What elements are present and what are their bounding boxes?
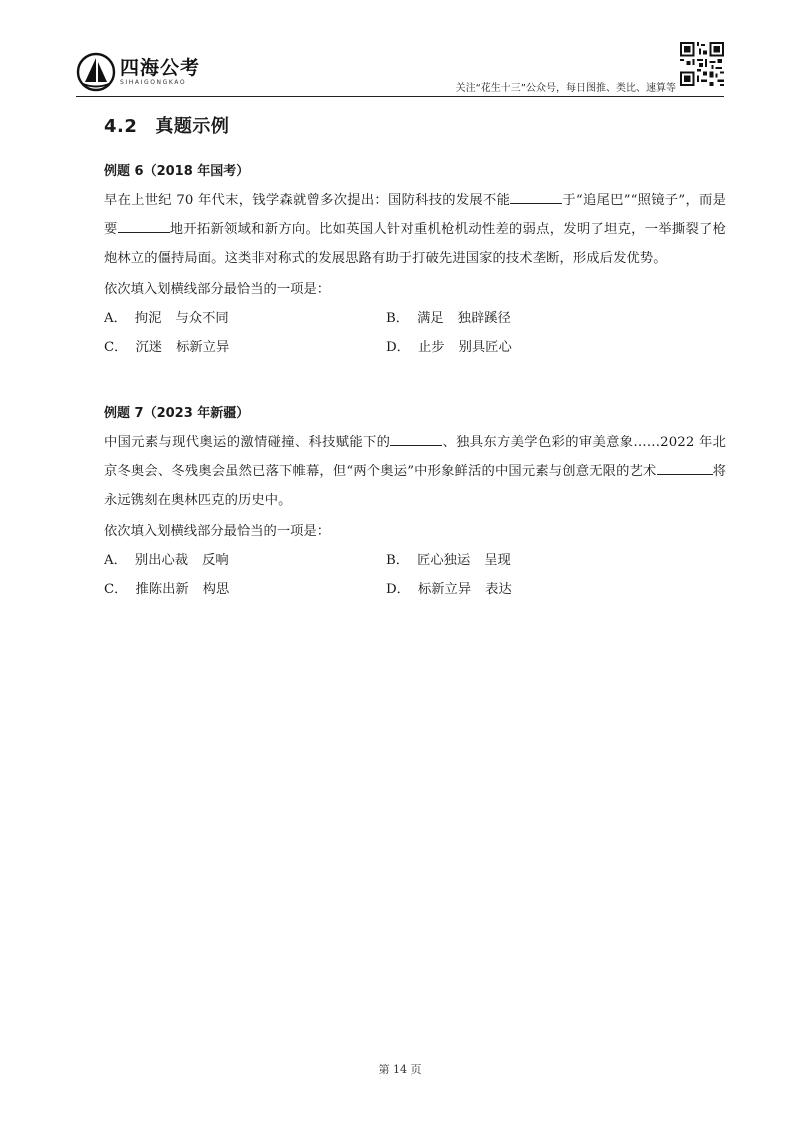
option-a: A． 别出心裁 反响: [104, 553, 229, 568]
option-d: D． 标新立异 表达: [386, 582, 512, 597]
section-number: 4.2: [104, 116, 138, 137]
example-block: [104, 402, 726, 604]
option-a: A． 拘泥 与众不同: [104, 311, 229, 326]
logo-text: 四海公考: [120, 57, 201, 79]
sailboat-logo-icon: [76, 52, 116, 92]
option-c: C． 推陈出新 构思: [104, 582, 230, 597]
question-stem: 早在上世纪 70 年代末，钱学森就曾多次提出：国防科技的发展不能 于“追尾巴”“照镜子”，而是要 地开拓新领域和新方向。比如英国人针对重机枪机动性差的弱点，发明了坦克，一举撕裂了枪炮林立的僵持局面。这类非对称式的发展思路有助于打破先进国家的技术垄断，形成后发优势。: [104, 186, 726, 273]
example-title: 例题 6（2018 年国考）: [104, 164, 250, 179]
option-b: B． 满足 独辟蹊径: [386, 311, 511, 326]
options-list: [104, 546, 726, 604]
question-stem: 中国元素与现代奥运的激情碰撞、科技赋能下的 、独具东方美学色彩的审美意象……2022 年北京冬奥会、冬残奥会虽然已落下帷幕，但“两个奥运”中形象鲜活的中国元素与创意无限的艺术 将永远镌刻在奥林匹克的历史中。: [104, 428, 726, 515]
qr-code-icon: [680, 42, 724, 86]
question-prompt: 依次填入划横线部分最恰当的一项是：: [104, 282, 331, 297]
option-c: C． 沉迷 标新立异: [104, 340, 230, 355]
header-slogan: 关注“花生十三”公众号，每日图推、类比、速算等: [455, 83, 676, 94]
fill-blank: [390, 431, 442, 446]
section-heading: [104, 112, 726, 142]
section-title: 真题示例: [155, 116, 230, 137]
options-list: [104, 304, 726, 362]
question-prompt: 依次填入划横线部分最恰当的一项是：: [104, 524, 331, 539]
header-divider: [76, 96, 724, 97]
fill-blank: [657, 460, 713, 475]
brand-logo: [76, 52, 200, 92]
example-block: [104, 160, 726, 362]
option-b: B． 匠心独运 呈现: [386, 553, 511, 568]
fill-blank: [510, 189, 562, 204]
example-title: 例题 7（2023 年新疆）: [104, 406, 250, 421]
page-header: [76, 40, 724, 96]
document-body: [104, 112, 726, 604]
page-number: 第 14 页: [378, 1063, 422, 1076]
option-d: D． 止步 别具匠心: [386, 340, 512, 355]
logo-subtext: SIHAIGONGKAO: [120, 79, 187, 86]
fill-blank: [118, 218, 170, 233]
